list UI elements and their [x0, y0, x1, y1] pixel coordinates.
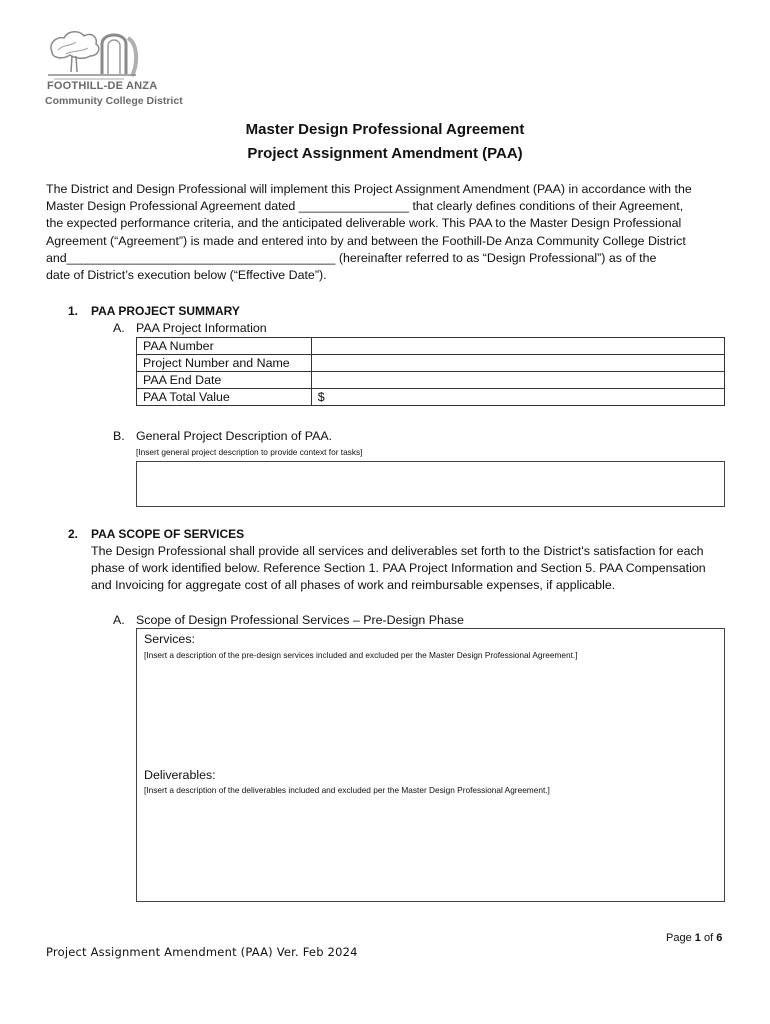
section1-number: 1. — [68, 304, 79, 318]
pre-design-scope-box[interactable] — [136, 628, 725, 902]
section2-subA-letter: A. — [113, 613, 125, 627]
paa-end-date-field[interactable] — [311, 372, 724, 389]
row-label: PAA Total Value — [137, 389, 312, 406]
page-current: 1 — [694, 932, 701, 944]
row-label: Project Number and Name — [137, 355, 312, 372]
section1-subA-letter: A. — [113, 321, 125, 335]
section2-body — [91, 543, 706, 595]
deliverables-hint: [Insert a description of the deliverables included and excluded per the Master Design Professional Agreement.] — [144, 785, 550, 795]
row-label: PAA Number — [137, 338, 312, 355]
section1-subB-label: General Project Description of PAA. — [136, 429, 333, 443]
page-number — [666, 932, 722, 944]
project-description-hint: [Insert general project description to provide context for tasks] — [136, 447, 363, 457]
project-number-name-field[interactable] — [311, 355, 724, 372]
section2-body-line: The Design Professional shall provide all services and deliverables set forth to the District's satisfaction for each — [91, 544, 704, 558]
page-word: Page — [666, 932, 692, 944]
deliverables-label: Deliverables: — [144, 768, 216, 782]
paa-total-value-field[interactable]: $ — [311, 389, 724, 406]
page-total: 6 — [716, 932, 723, 944]
intro-line: The District and Design Professional will implement this Project Assignment Amendment (PAA) in accordance with the — [46, 182, 692, 196]
section2-subA-label: Scope of Design Professional Services – Pre-Design Phase — [136, 613, 464, 627]
intro-line: the expected performance criteria, and the anticipated deliverable work. This PAA to the Master Design Professional — [46, 216, 682, 231]
table-row — [137, 338, 725, 355]
footer-version: Project Assignment Amendment (PAA) Ver. Feb 2024 — [46, 945, 358, 959]
table-row — [137, 355, 725, 372]
section2-body-line: phase of work identified below. Reference Section 1. PAA Project Information and Section 5. PAA Compensation — [91, 561, 706, 576]
logo-text-line2: Community College District — [45, 95, 183, 107]
table-row — [137, 372, 725, 389]
of-word: of — [703, 932, 714, 944]
intro-line: date of District’s execution below (“Effective Date”). — [46, 268, 327, 283]
section2-number: 2. — [68, 527, 79, 541]
intro-line: and_______________________________________ (hereinafter referred to as “Design Professional”) as of the — [46, 250, 657, 265]
intro-line: Master Design Professional Agreement dated ________________ that clearly defines conditions of their Agreement, — [46, 199, 684, 214]
document-subtitle: Project Assignment Amendment (PAA) — [247, 145, 523, 162]
paa-number-field[interactable] — [311, 338, 724, 355]
project-description-box[interactable] — [136, 461, 725, 507]
logo-text-line1: FOOTHILL-DE ANZA — [47, 80, 158, 92]
section1-subA-label: PAA Project Information — [136, 321, 267, 335]
services-hint: [Insert a description of the pre-design services included and excluded per the Master Design Professional Agreement.] — [144, 650, 578, 660]
intro-line: Agreement (“Agreement”) is made and entered into by and between the Foothill-De Anza Community College District — [46, 233, 686, 248]
section1-subB-letter: B. — [113, 429, 125, 443]
intro-paragraph — [46, 181, 726, 284]
section2-heading: PAA SCOPE OF SERVICES — [91, 527, 245, 541]
row-label: PAA End Date — [137, 372, 312, 389]
section1-heading: PAA PROJECT SUMMARY — [91, 304, 240, 318]
services-label: Services: — [144, 632, 195, 646]
table-row — [137, 389, 725, 406]
paa-info-table — [136, 337, 725, 406]
document-title: Master Design Professional Agreement — [245, 121, 525, 138]
section2-body-line: and Invoicing for aggregate cost of all phases of work and reimbursable expenses, if applicable. — [91, 578, 616, 593]
